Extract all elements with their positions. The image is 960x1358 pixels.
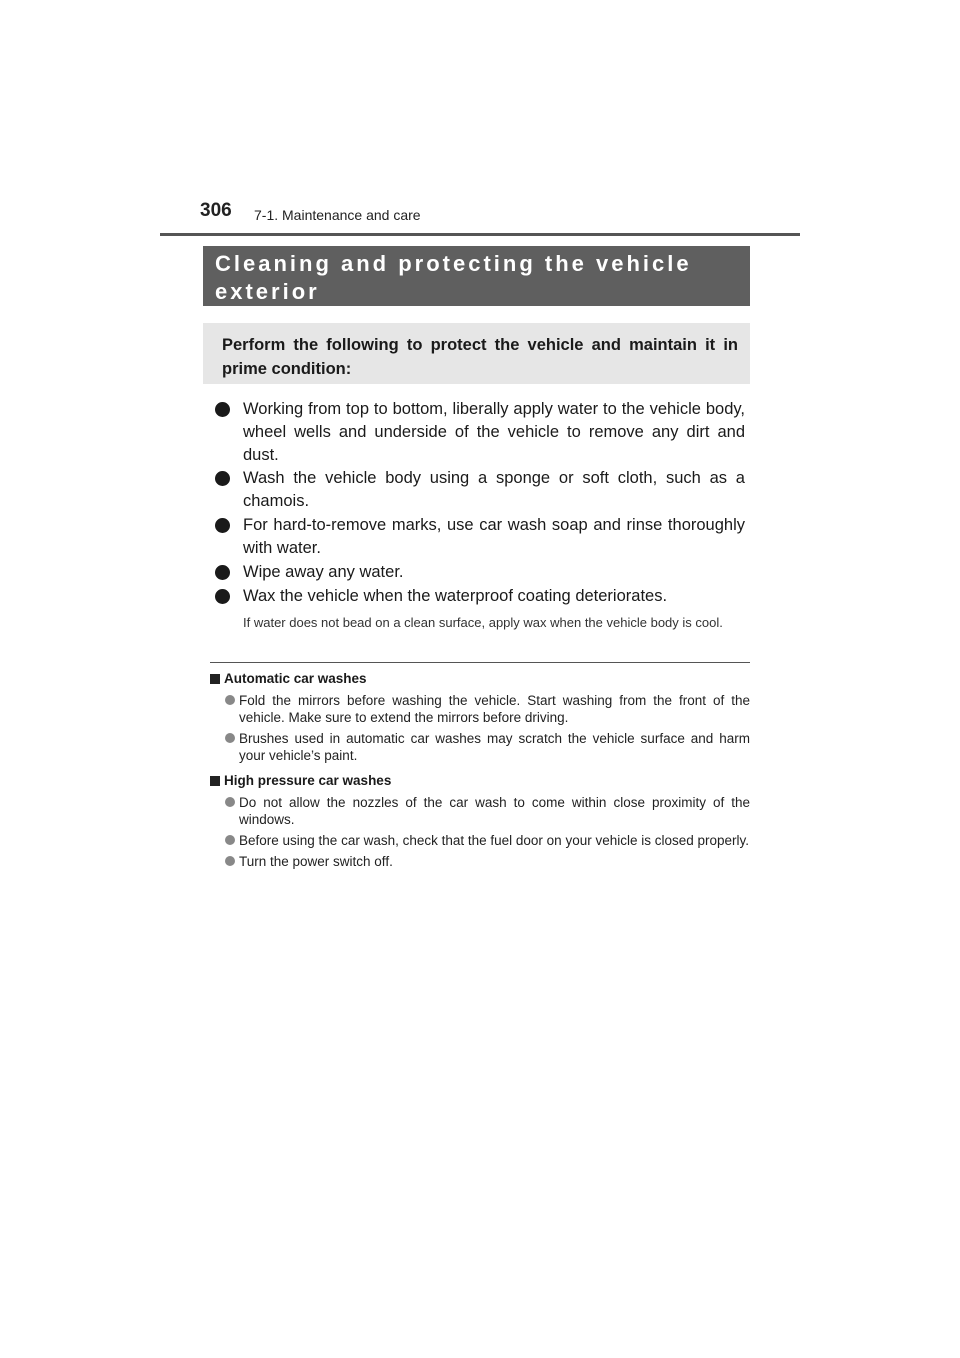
square-bullet-icon — [210, 776, 220, 786]
step-text: Wax the vehicle when the waterproof coating deteriorates. — [243, 587, 668, 605]
section-heading — [210, 670, 750, 688]
header-rule — [160, 233, 800, 236]
item-text: Fold the mirrors before washing the vehicle. Start washing from the front of the vehicle. Make sure to extend the mirrors before driving. — [239, 693, 750, 725]
list-item — [210, 853, 750, 870]
bullet-icon — [215, 565, 230, 580]
list-item — [214, 467, 745, 514]
sub-list — [210, 794, 750, 870]
bullet-icon — [215, 518, 230, 533]
intro-text: Perform the following to protect the vehicle and maintain it in prime condition: — [222, 336, 738, 378]
steps-list — [214, 398, 745, 608]
bullet-icon — [225, 695, 235, 705]
section-heading-text: High pressure car washes — [224, 773, 392, 788]
separator-rule — [210, 662, 750, 663]
page-number: 306 — [200, 200, 232, 221]
list-item — [210, 832, 750, 849]
step-text: Wash the vehicle body using a sponge or soft cloth, such as a chamois. — [243, 469, 745, 510]
bullet-icon — [215, 589, 230, 604]
sub-list — [210, 692, 750, 764]
step-text: For hard-to-remove marks, use car wash soap and rinse thoroughly with water. — [243, 516, 745, 557]
chapter-title: 7-1. Maintenance and care — [254, 207, 421, 223]
intro-box — [203, 323, 750, 384]
list-item — [210, 692, 750, 726]
bullet-icon — [225, 733, 235, 743]
section-title-line1: Cleaning and protecting the vehicle — [215, 251, 692, 276]
item-text: Brushes used in automatic car washes may scratch the vehicle surface and harm your vehicle’s paint. — [239, 731, 750, 763]
bullet-icon — [225, 835, 235, 845]
item-text: Do not allow the nozzles of the car wash to come within close proximity of the windows. — [239, 795, 750, 827]
square-bullet-icon — [210, 674, 220, 684]
title-box — [203, 246, 750, 306]
section-heading — [210, 772, 750, 790]
section-heading-text: Automatic car washes — [224, 671, 367, 686]
section-high-pressure-car-washes — [210, 772, 750, 870]
bullet-icon — [225, 856, 235, 866]
step-text: Working from top to bottom, liberally apply water to the vehicle body, wheel wells and underside of the vehicle to remove any dirt and dust. — [243, 400, 745, 464]
section-title — [215, 250, 738, 306]
bullet-icon — [215, 471, 230, 486]
list-item — [214, 514, 745, 561]
section-title-line2: exterior — [215, 279, 320, 304]
list-item — [214, 561, 745, 585]
list-item — [214, 398, 745, 467]
item-text: Turn the power switch off. — [239, 854, 393, 869]
section-automatic-car-washes — [210, 670, 750, 764]
note-text: If water does not bead on a clean surface, apply wax when the vehicle body is cool. — [243, 615, 723, 630]
list-item — [210, 730, 750, 764]
bullet-icon — [215, 402, 230, 417]
bullet-icon — [225, 797, 235, 807]
step-text: Wipe away any water. — [243, 563, 404, 581]
list-item — [214, 585, 745, 608]
list-item — [210, 794, 750, 828]
item-text: Before using the car wash, check that the fuel door on your vehicle is closed properly. — [239, 833, 750, 848]
